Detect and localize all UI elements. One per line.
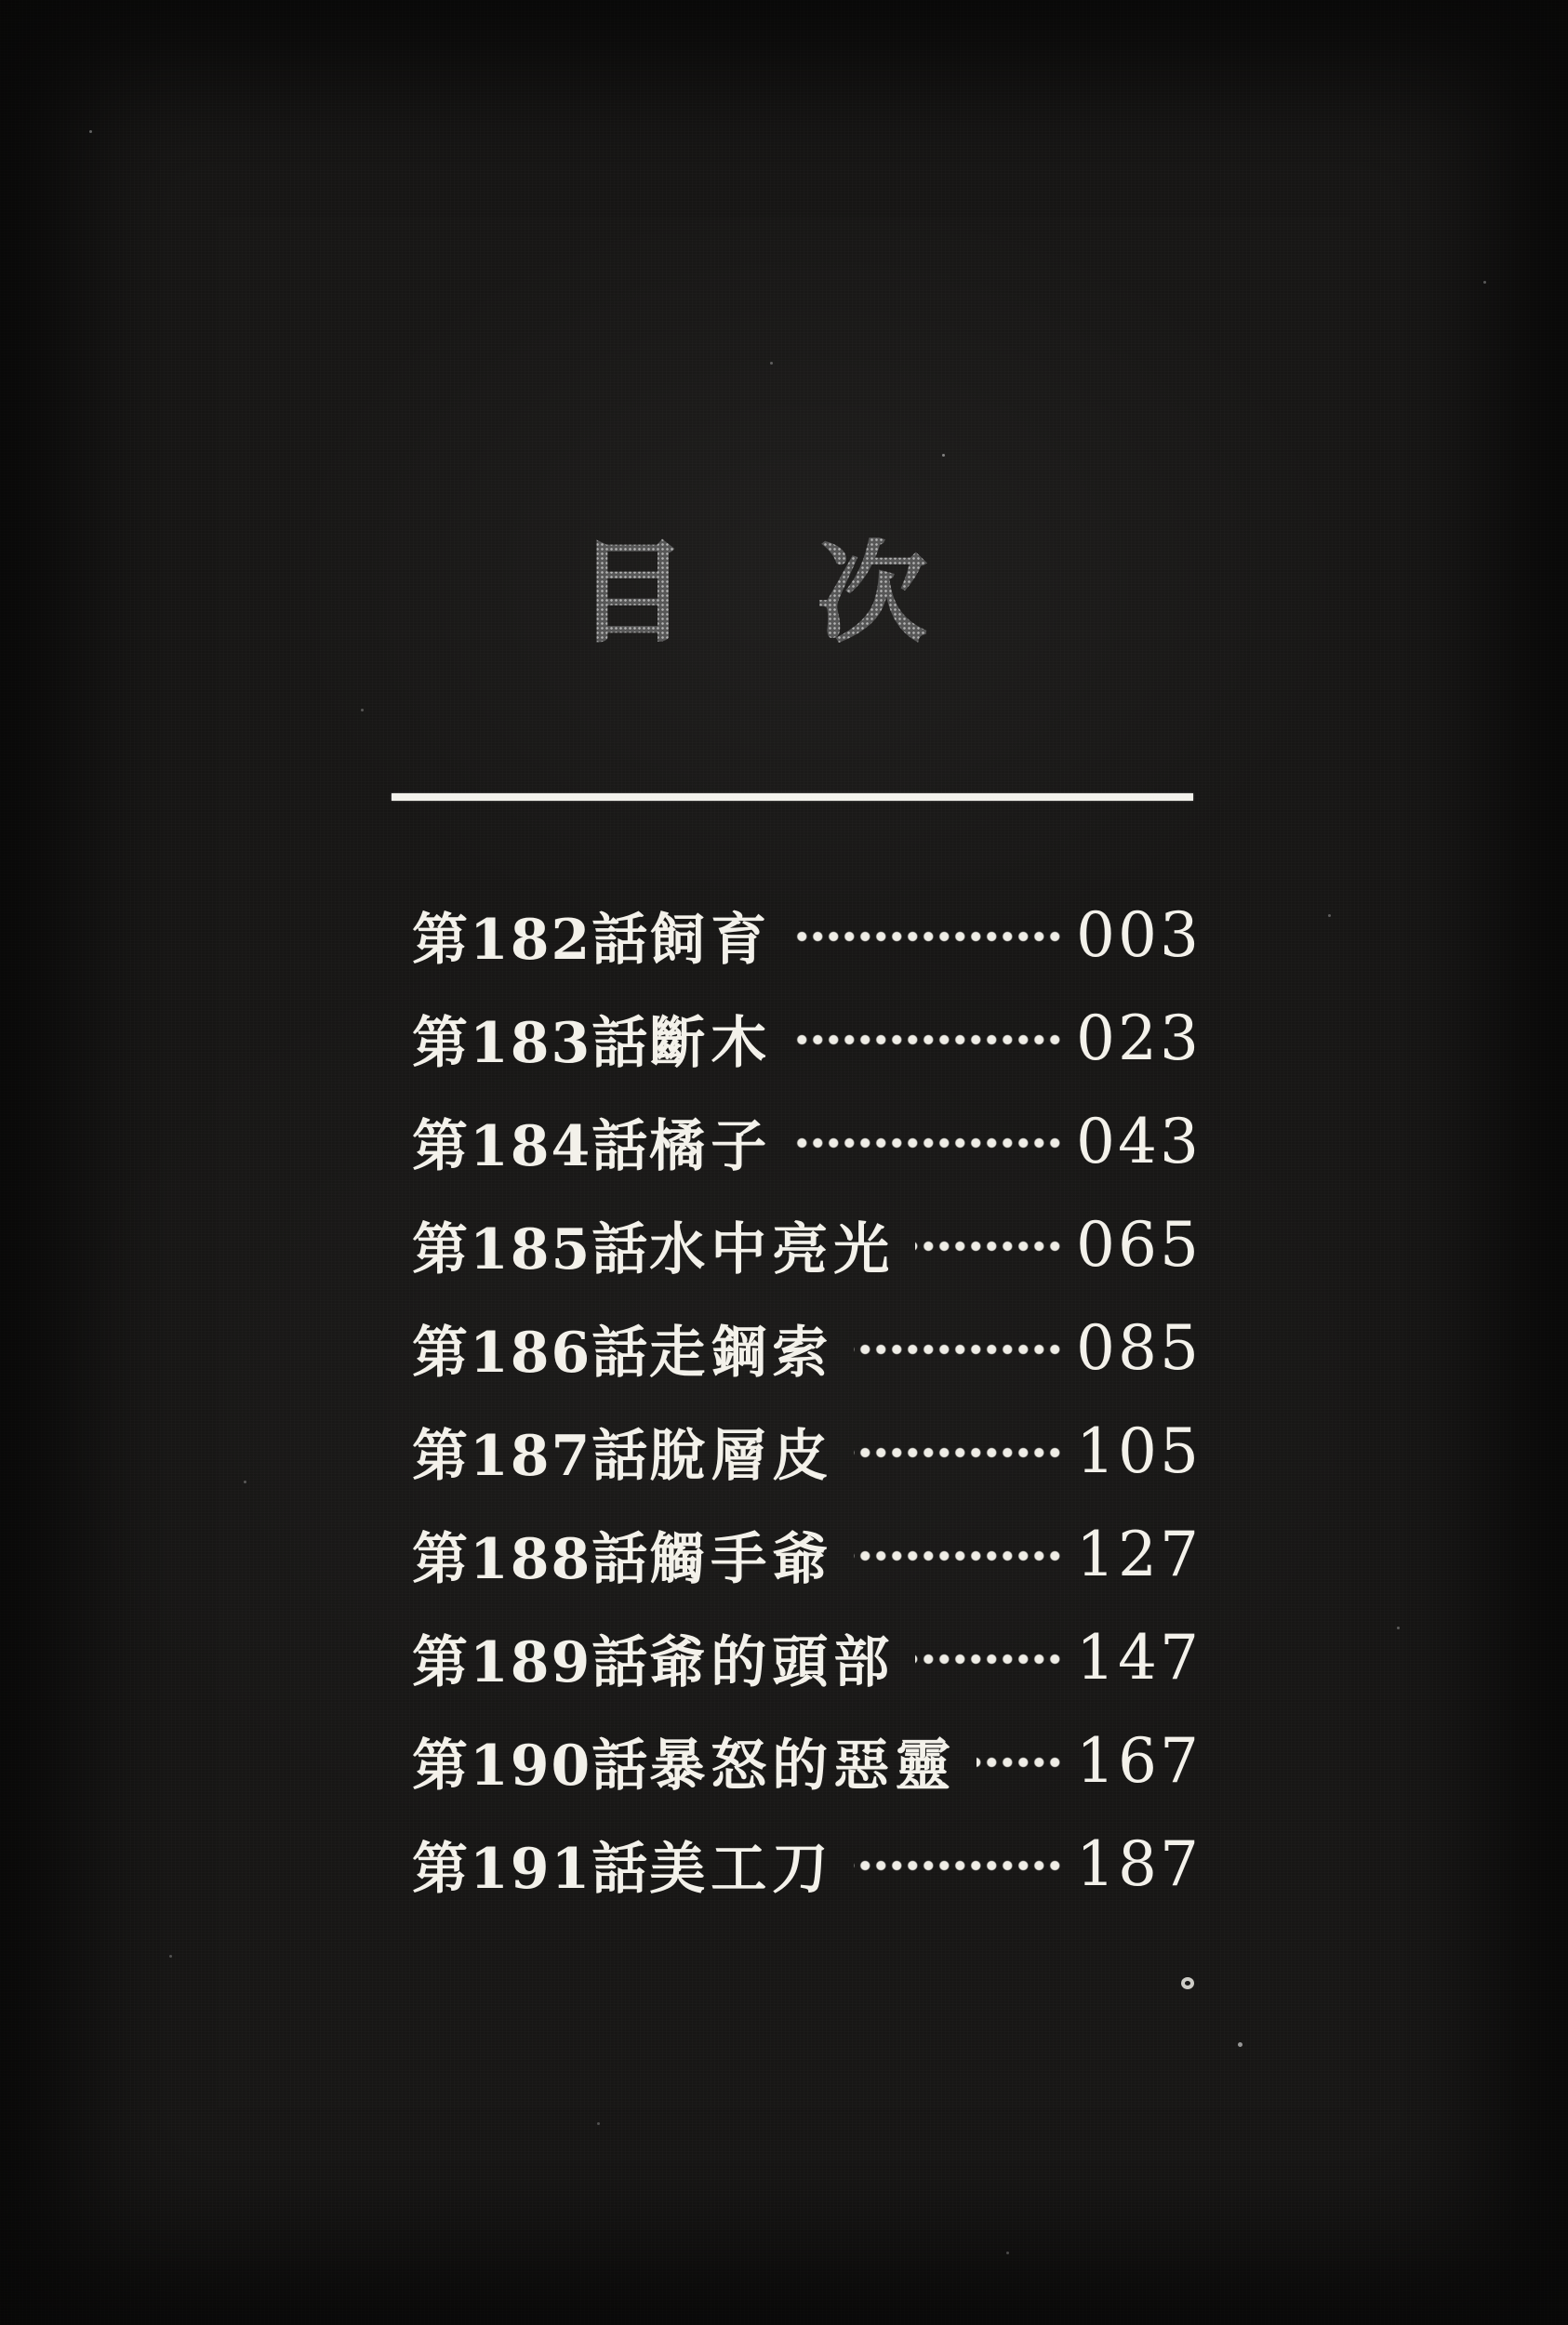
dot-leader — [977, 1756, 1063, 1769]
page-number: 127 — [1076, 1519, 1202, 1590]
dot-leader — [915, 1653, 1063, 1666]
page-number: 147 — [1076, 1622, 1202, 1694]
chapter-number: 第184話 — [412, 1113, 650, 1179]
page-title: 目次 — [0, 538, 1568, 649]
toc-entry — [412, 1606, 1202, 1709]
paper-speck — [1006, 2252, 1009, 2254]
toc-entry — [412, 1193, 1202, 1296]
page-number: 003 — [1076, 899, 1202, 971]
page-number: 187 — [1076, 1828, 1202, 1900]
paper-speck — [89, 130, 92, 133]
toc-list — [412, 884, 1202, 1916]
dot-leader — [854, 1859, 1063, 1872]
chapter-title: 美工刀 — [649, 1836, 834, 1902]
chapter-number: 第186話 — [412, 1320, 650, 1386]
paper-speck — [942, 454, 945, 457]
chapter-number: 第187話 — [412, 1423, 650, 1489]
toc-entry — [412, 884, 1202, 987]
paper-speck — [1238, 2042, 1242, 2047]
dot-leader — [792, 930, 1063, 943]
paper-speck — [1328, 914, 1331, 917]
dot-leader — [854, 1343, 1063, 1356]
toc-entry — [412, 1400, 1202, 1503]
page-number: 043 — [1076, 1106, 1202, 1177]
paper-speck-ring — [1181, 1977, 1194, 1989]
page-number: 167 — [1076, 1725, 1202, 1797]
toc-entry — [412, 1090, 1202, 1193]
toc-entry — [412, 1813, 1202, 1916]
chapter-title: 爺的頭部 — [649, 1629, 896, 1695]
chapter-number: 第183話 — [412, 1010, 650, 1076]
chapter-number: 第189話 — [412, 1629, 650, 1695]
paper-speck — [770, 362, 773, 365]
paper-speck — [1397, 1627, 1400, 1629]
chapter-number: 第182話 — [412, 907, 650, 973]
divider-line — [392, 793, 1193, 801]
chapter-number: 第190話 — [412, 1733, 650, 1799]
page-number: 065 — [1076, 1209, 1202, 1281]
chapter-title: 水中亮光 — [649, 1216, 896, 1282]
page-number: 023 — [1076, 1003, 1202, 1074]
chapter-title: 橘子 — [649, 1113, 773, 1179]
paper-speck — [597, 2122, 600, 2125]
toc-entry — [412, 987, 1202, 1090]
paper-speck — [361, 709, 364, 711]
paper-speck — [1483, 281, 1486, 284]
chapter-title: 走鋼索 — [649, 1320, 834, 1386]
chapter-title: 脫層皮 — [649, 1423, 834, 1489]
chapter-title: 飼育 — [649, 907, 773, 973]
dot-leader — [854, 1549, 1063, 1562]
page-number: 105 — [1076, 1415, 1202, 1487]
chapter-number: 第188話 — [412, 1526, 650, 1592]
dot-leader — [854, 1446, 1063, 1459]
toc-entry — [412, 1503, 1202, 1606]
toc-entry — [412, 1709, 1202, 1813]
dot-leader — [915, 1240, 1063, 1253]
toc-entry — [412, 1296, 1202, 1400]
chapter-title: 暴怒的惡靈 — [649, 1733, 957, 1799]
chapter-title: 觸手爺 — [649, 1526, 834, 1592]
paper-speck — [169, 1955, 172, 1958]
dot-leader — [792, 1033, 1063, 1046]
chapter-number: 第191話 — [412, 1836, 650, 1902]
chapter-title: 斷木 — [649, 1010, 773, 1076]
page-number: 085 — [1076, 1312, 1202, 1384]
chapter-number: 第185話 — [412, 1216, 650, 1282]
paper-speck — [244, 1481, 246, 1483]
dot-leader — [792, 1136, 1063, 1149]
